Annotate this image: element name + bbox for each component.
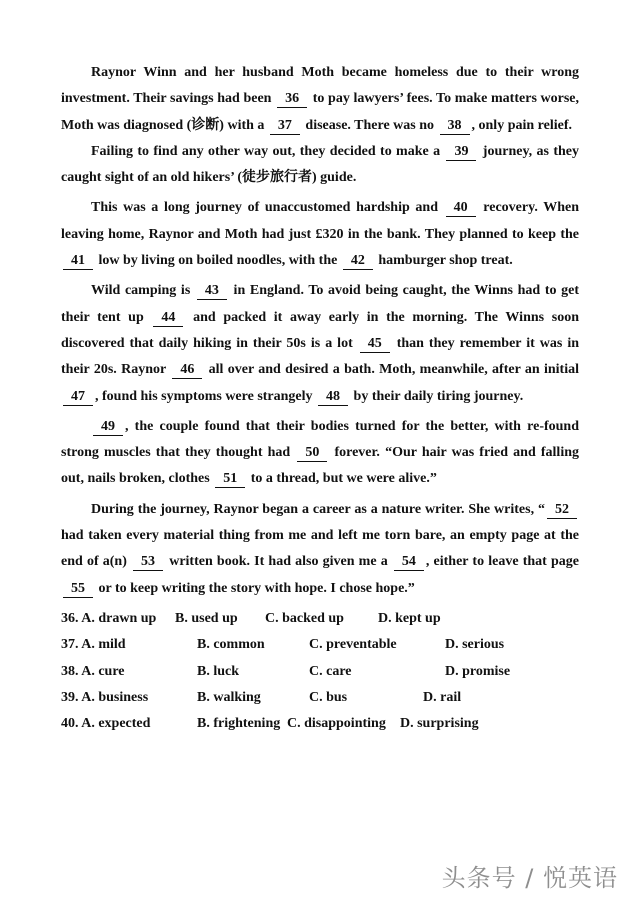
option-a: 37. A. mild [61,637,126,653]
paragraph-text: to pay lawyers’ fees. To make matters worse, Moth was diagnosed (诊断) with a [61,91,580,133]
blank-49: 49 [93,418,123,436]
option-c: C. care [309,663,352,679]
blank-39: 39 [446,143,476,161]
blank-47: 47 [63,388,93,406]
option-c: C. backed up [265,610,344,626]
blank-43: 43 [197,282,227,300]
paragraph-text: disease. There was no [301,117,438,133]
paragraph-text: had taken every material thing from me and left me torn bare, an empty page at the end of a(n) [61,528,579,570]
option-d: D. surprising [400,716,479,732]
option-row-38 [61,659,579,685]
option-row-39 [61,685,579,711]
option-row-36 [61,606,579,632]
paragraph-text: , the couple found that their bodies turned for the better, with re-found strong muscles that they thought had [61,418,579,461]
option-a: 38. A. cure [61,663,125,679]
paragraph-text: , found his symptoms were strangely [95,388,317,404]
paragraph-text: written book. It had also given me a [165,554,392,570]
option-row-40 [61,711,579,737]
paragraph-text: forever. “Our hair was fried and falling out, nails broken, clothes [61,445,579,487]
blank-41: 41 [63,252,93,270]
option-c: C. preventable [309,637,397,653]
option-c: C. disappointing [287,716,386,732]
paragraph-text: Raynor Winn and her husband Moth became homeless due to their wrong investment. Their savings had been [61,65,579,107]
option-b: B. frightening [197,716,281,732]
paragraph-text: or to keep writing the story with hope. I chose hope.” [95,580,415,596]
paragraph-3 [61,195,579,274]
paragraph-text: Failing to find any other way out, they decided to make a [91,143,445,159]
blank-53: 53 [133,553,163,571]
blank-36: 36 [277,90,307,108]
option-a: 40. A. expected [61,716,151,732]
option-a: 36. A. drawn up [61,610,157,626]
blank-54: 54 [394,553,424,571]
paragraph-1 [61,60,579,139]
option-c: C. bus [309,689,348,705]
watermark: 头条号 / 悦英语 [441,864,618,892]
paragraph-6 [61,497,579,602]
blank-38: 38 [440,117,470,135]
option-b: B. used up [175,610,238,626]
paragraph-text: recovery. When leaving home, Raynor and Moth had just £320 in the bank. They planned to keep the [61,200,580,242]
blank-52: 52 [547,501,577,519]
option-b: B. luck [197,663,240,679]
paragraph-text: hamburger shop treat. [374,253,513,269]
paragraph-5 [61,414,579,493]
paragraph-text: and packed it away early in the morning. The Winns soon discovered that daily hiking in their 50s is a lot [61,309,579,351]
blank-48: 48 [318,388,348,406]
paragraph-text: , only pain relief. [471,117,572,133]
blank-55: 55 [63,580,93,598]
paragraph-text: than they remember it was in their 20s. Raynor [61,335,579,378]
blank-44: 44 [153,309,183,327]
paragraph-4 [61,278,579,409]
option-b: B. common [197,637,265,653]
blank-45: 45 [360,335,390,353]
document-page [61,60,579,737]
paragraph-text: to a thread, but we were alive.” [247,471,437,487]
option-d: D. serious [445,637,505,653]
paragraph-text: journey, as they caught sight of an old hikers’ (徒步旅行者) guide. [61,143,580,186]
blank-42: 42 [343,252,373,270]
paragraph-text: This was a long journey of unaccustomed hardship and [91,200,444,216]
paragraph-text: During the journey, Raynor began a career as a nature writer. She writes, “ [91,501,545,517]
paragraph-text: by their daily tiring journey. [350,388,524,404]
blank-50: 50 [297,444,327,462]
blank-51: 51 [215,470,245,488]
blank-37: 37 [270,117,300,135]
option-d: D. rail [423,689,462,705]
paragraph-text: all over and desired a bath. Moth, meanwhile, after an initial [204,362,579,378]
blank-46: 46 [172,361,202,379]
paragraph-text: , either to leave that page [425,554,579,570]
paragraph-text: in England. To avoid being caught, the Winns had to get their tent up [61,283,579,325]
paragraph-2 [61,139,579,192]
option-d: D. kept up [378,610,441,626]
option-d: D. promise [445,663,511,679]
paragraph-text: Wild camping is [91,283,195,299]
answer-options [61,606,579,737]
option-b: B. walking [197,689,261,705]
option-a: 39. A. business [61,689,149,705]
blank-40: 40 [446,199,476,217]
option-row-37 [61,632,579,658]
paragraph-text: low by living on boiled noodles, with the [95,253,341,269]
